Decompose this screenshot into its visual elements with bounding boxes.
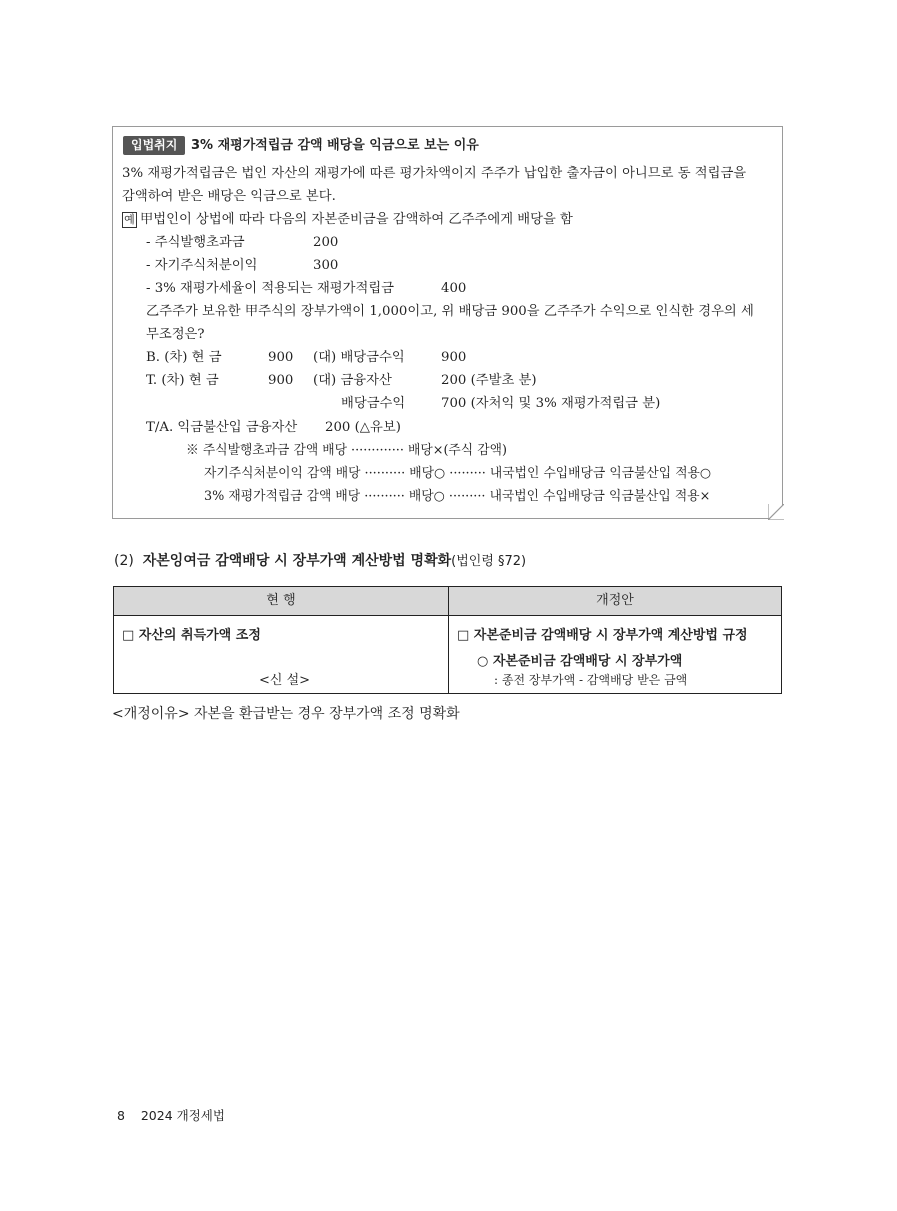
intent-para-line-2: 감액하여 받은 배당은 익금으로 본다. xyxy=(122,189,336,204)
header-proposed: 개정안 xyxy=(596,593,634,608)
intent-para-line-1: 3% 재평가적립금은 법인 자산의 재평가에 따른 평가차액이지 주주가 납입한 출자금이 아니므로 동 적립금을 xyxy=(122,166,747,181)
comparison-table xyxy=(113,586,782,694)
b-entry-amount: 900 xyxy=(268,350,294,365)
page-footer xyxy=(117,1106,225,1124)
column-divider xyxy=(448,587,449,693)
intent-badge: 입법취지 xyxy=(123,136,185,155)
section-number: (2) xyxy=(114,553,134,569)
b-entry-credit: (대) 배당금수익 xyxy=(313,350,405,365)
ta-entry-value: 200 (△유보) xyxy=(325,420,401,435)
document-title: 2024 개정세법 xyxy=(140,1108,225,1123)
item-label: - 주식발행초과금 xyxy=(146,235,245,250)
item-label: - 3% 재평가세율이 적용되는 재평가적립금 xyxy=(146,281,395,296)
t-entry-amount: 900 xyxy=(268,373,294,388)
t-entry2-credit-amount: 700 (자처익 및 3% 재평가적립금 분) xyxy=(441,396,661,411)
current-item: □ 자산의 취득가액 조정 xyxy=(122,628,261,643)
proposed-detail: : 종전 장부가액 - 감액배당 받은 금액 xyxy=(494,673,688,687)
section-reference: (법인령 §72) xyxy=(451,554,527,569)
t-entry-credit-amount: 200 (주발초 분) xyxy=(441,373,537,388)
item-label: - 자기주식처분이익 xyxy=(146,258,258,273)
question-line-2: 무조정은? xyxy=(146,327,205,342)
b-entry-credit-amount: 900 xyxy=(441,350,467,365)
section-title: 자본잉여금 감액배당 시 장부가액 계산방법 명확화 xyxy=(142,553,452,569)
proposed-sub-item: ○ 자본준비금 감액배당 시 장부가액 xyxy=(477,654,683,669)
b-entry-debit: B. (차) 현 금 xyxy=(146,350,222,365)
revision-reason xyxy=(112,703,460,723)
item-value: 300 xyxy=(313,258,339,273)
note-line: 3% 재평가적립금 감액 배당 ·········· 배당○ ········· 내국법인 수입배당금 익금불산입 적용× xyxy=(204,489,711,504)
item-value: 400 xyxy=(441,281,467,296)
reason-label: <개정이유> xyxy=(112,706,190,722)
legislative-intent-box xyxy=(112,126,783,519)
header-current: 현 행 xyxy=(266,593,296,608)
example-mark: 예 xyxy=(122,212,137,228)
section-heading xyxy=(114,550,526,570)
t-entry-debit: T. (차) 현 금 xyxy=(146,373,219,388)
proposed-item: □ 자본준비금 감액배당 시 장부가액 계산방법 규정 xyxy=(457,628,748,643)
note-line: 자기주식처분이익 감액 배당 ·········· 배당○ ········· 내국법인 수입배당금 익금불산입 적용○ xyxy=(204,466,712,481)
page-number: 8 xyxy=(117,1108,125,1123)
current-new-label: <신 설> xyxy=(259,673,311,688)
note-line: ※ 주식발행초과금 감액 배당 ············· 배당×(주식 감액) xyxy=(186,443,507,458)
reason-text: 자본을 환급받는 경우 장부가액 조정 명확화 xyxy=(194,706,460,722)
ta-entry-label: T/A. 익금불산입 금융자산 xyxy=(146,420,298,435)
t-entry-credit: (대) 금융자산 xyxy=(313,373,392,388)
page-fold-corner-icon xyxy=(768,504,784,520)
question-line-1: 乙주주가 보유한 甲주식의 장부가액이 1,000이고, 위 배당금 900을 乙주주가 수익으로 인식한 경우의 세 xyxy=(146,304,754,319)
intent-title: 3% 재평가적립금 감액 배당을 익금으로 보는 이유 xyxy=(191,138,479,153)
example-intro: 甲법인이 상법에 따라 다음의 자본준비금을 감액하여 乙주주에게 배당을 함 xyxy=(140,212,573,227)
example-line xyxy=(122,210,573,230)
item-value: 200 xyxy=(313,235,339,250)
t-entry2-credit: 배당금수익 xyxy=(341,396,406,411)
